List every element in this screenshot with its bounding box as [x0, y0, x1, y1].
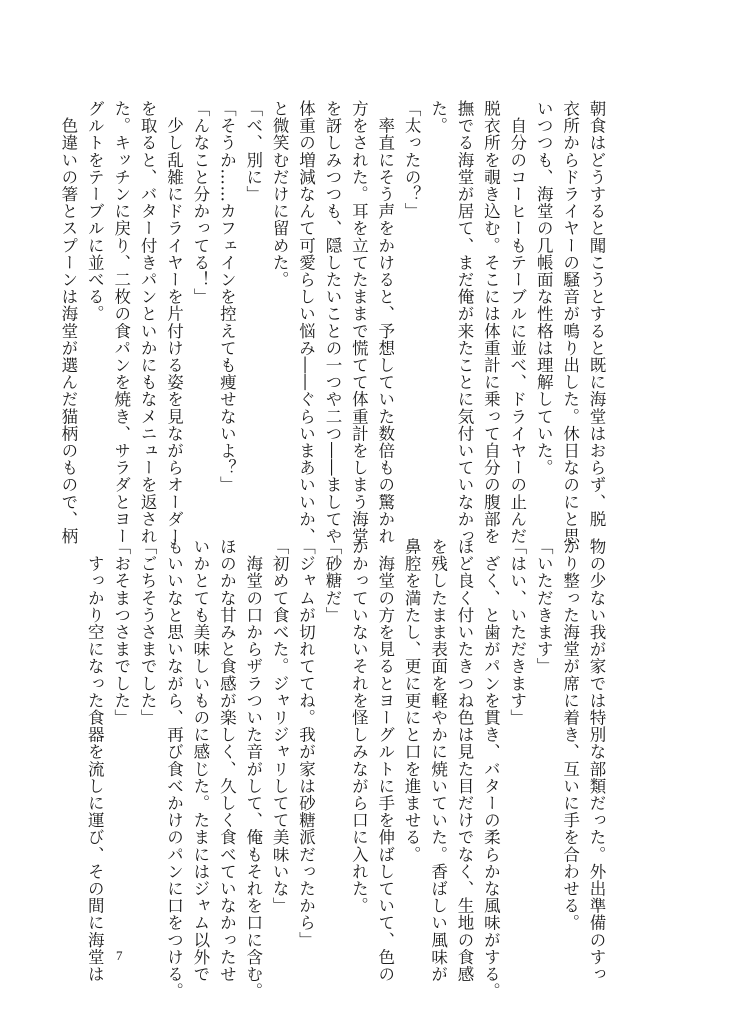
- text-line: を残したまま表面を軽やかに焼いていた。香ばしい風味が: [428, 538, 448, 983]
- text-line: もいいなと思いながら、再び食べかけのパンに口をつける。: [164, 538, 184, 1000]
- text-line: ほど良く付いたきつね色は見た目だけでなく、生地の食感: [454, 538, 474, 983]
- text-line: と微笑むだけに留めた。: [270, 100, 290, 289]
- text-line: 自分のコーヒーもテーブルに並べ、ドライヤーの止んだ: [507, 100, 527, 545]
- text-line: 「初めて食べた。ジャリジャリしてて美味いな」: [270, 538, 290, 915]
- text-line: 方をされた。耳を立てたままで慌てて体重計をしまう海堂: [349, 100, 369, 545]
- text-line: いかとても美味しいものに感じた。たまにはジャム以外で: [190, 538, 210, 983]
- text-line: た。: [428, 100, 448, 135]
- text-line: を訝しみつつも、隠したいことの一つや二つ――ましてや: [322, 100, 342, 545]
- text-line: 「んなこと分かってる！」: [190, 100, 210, 306]
- text-line: ほのかな甘みと食感が楽しく、久しく食べていなかったせ: [217, 538, 237, 983]
- text-line: ざく、と歯がパンを貫き、バターの柔らかな風味がする。: [481, 538, 501, 1000]
- text-line: 体重の増減なんて可愛らしい悩み――ぐらいまあいいか、: [296, 100, 316, 545]
- text-line: 海堂の方を見るとヨーグルトに手を伸ばしていて、色の: [375, 538, 395, 983]
- text-line: かり整った海堂が席に着き、互いに手を合わせる。: [560, 538, 580, 932]
- text-line: 海堂の口からザラついた音がして、俺もそれを口に含む。: [243, 538, 263, 1000]
- text-line: 鼻腔を満たし、更に更にと口を進ませる。: [402, 538, 422, 863]
- text-line: 「砂糖だ」: [322, 538, 342, 624]
- text-line: を取ると、バター付きパンといかにもなメニューを返され: [138, 100, 158, 545]
- text-line: 「いただきます」: [534, 538, 554, 675]
- text-line: 「そうか……カフェインを控えても痩せないよ？」: [217, 100, 237, 494]
- text-line: 少し乱雑にドライヤーを片付ける姿を見ながらオーダー: [164, 100, 184, 545]
- text-line: 率直にそう声をかけると、予想していた数倍もの驚かれ: [375, 100, 395, 545]
- text-line: 物の少ない我が家では特別な部類だった。外出準備のすっ: [587, 538, 606, 983]
- text-line: すっかり空になった食器を流しに運び、その間に海堂は: [85, 538, 105, 983]
- text-line: 脱衣所を覗き込む。そこには体重計に乗って自分の腹部を: [481, 100, 501, 545]
- text-line: 朝食はどうすると聞こうとすると既に海堂はおらず、脱: [587, 100, 606, 528]
- page-number: 7: [116, 948, 123, 963]
- text-line: 「ごちそうさまでした」: [138, 538, 158, 727]
- text-line: 衣所からドライヤーの騒音が鳴り出した。休日なのにと思: [560, 100, 580, 545]
- text-line: 「べ、別に」: [243, 100, 263, 203]
- text-block-top: [58, 100, 609, 545]
- text-line: 「はい、いただきます」: [507, 538, 527, 727]
- text-line: 「太ったの？」: [402, 100, 422, 220]
- text-line: かかっていないそれを怪しみながら口に入れた。: [349, 538, 369, 915]
- text-line: た。キッチンに戻り、二枚の食パンを焼き、サラダとヨー: [111, 100, 131, 545]
- text-line: 色違いの箸とスプーンは海堂が選んだ猫柄のもので、柄: [58, 100, 78, 545]
- text-line: 撫でる海堂が居て、まだ俺が来たことに気付いていなかっ: [454, 100, 474, 545]
- text-line: グルトをテーブルに並べる。: [85, 100, 105, 323]
- text-block-bottom: [85, 538, 609, 1000]
- text-line: 「おそまつさまでした」: [111, 538, 131, 727]
- text-line: 「ジャムが切れててね。我が家は砂糖派だったから」: [296, 538, 316, 949]
- text-line: いつつも、海堂の几帳面な性格は理解していた。: [534, 100, 554, 477]
